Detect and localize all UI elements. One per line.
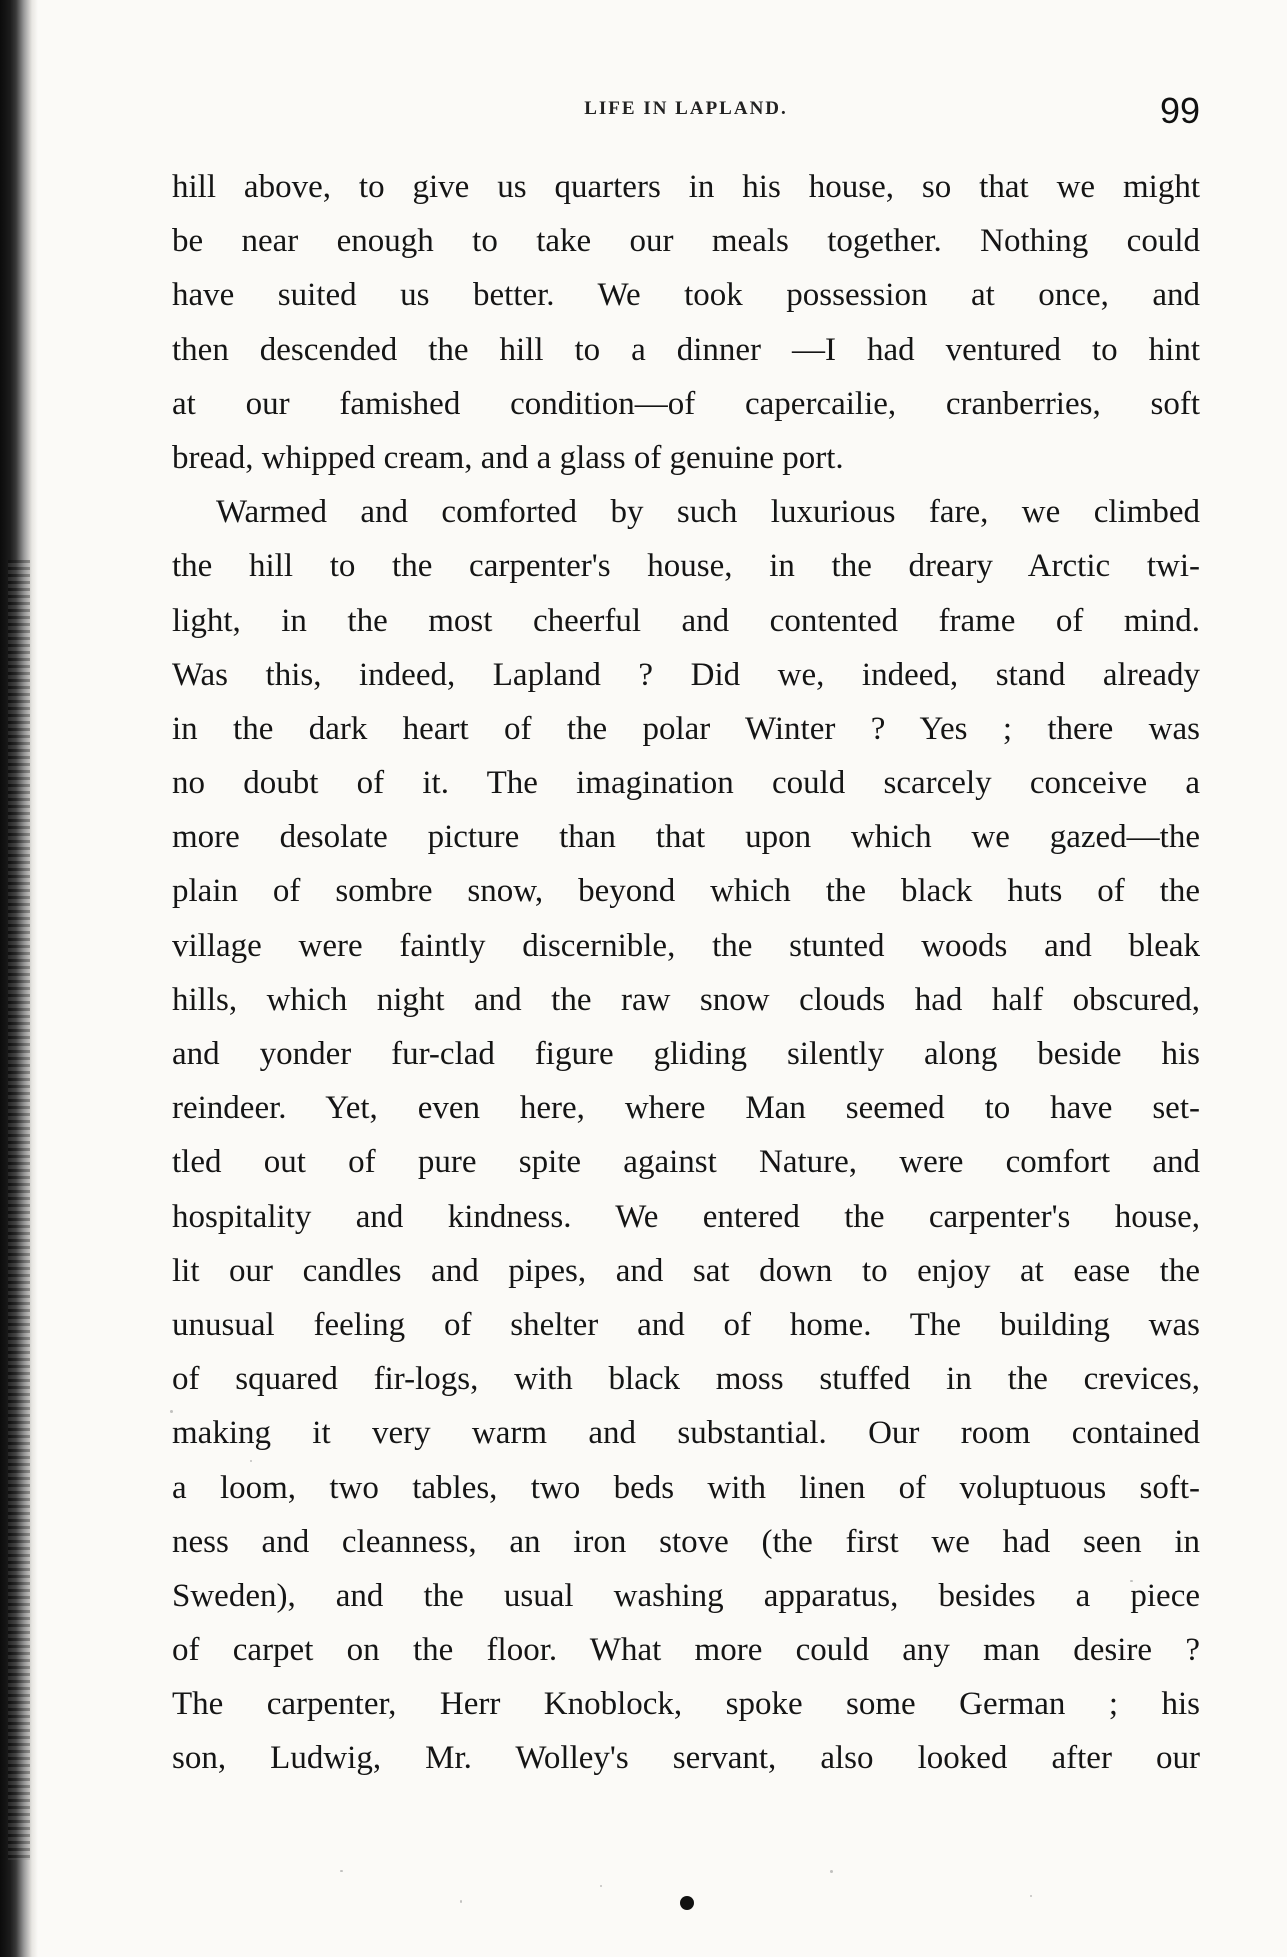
paper-speck — [1130, 1580, 1133, 1582]
text-line: Warmed and comforted by such luxurious fare, we climbed — [216, 494, 1200, 531]
text-line: in the dark heart of the polar Winter ? Yes ; there was — [172, 710, 1200, 747]
text-line: hill above, to give us quarters in his house, so that we might — [172, 169, 1200, 205]
paper-specks — [130, 1400, 1230, 1940]
text-line: the hill to the carpenter's house, in the dreary Arctic twi- — [172, 548, 1200, 585]
text-line: be near enough to take our meals together. Nothing could — [172, 223, 1200, 260]
running-head — [172, 92, 1200, 132]
text-line: of squared fir-logs, with black moss stuffed in the crevices, — [172, 1361, 1200, 1398]
binding-shadow — [8, 560, 30, 1860]
text-line: tled out of pure spite against Nature, were comfort and — [172, 1144, 1200, 1181]
text-line: of carpet on the floor. What more could any man desire ? — [172, 1632, 1200, 1669]
paper-speck — [600, 1885, 602, 1887]
paper-speck — [830, 1870, 833, 1873]
page-number: 99 — [1159, 90, 1200, 131]
text-line: then descended the hill to a dinner —I had ventured to hint — [172, 331, 1200, 368]
text-line: ness and cleanness, an iron stove (the first we had seen in — [172, 1523, 1200, 1560]
text-line: village were faintly discernible, the stunted woods and bleak — [172, 927, 1200, 964]
text-line: light, in the most cheerful and contented frame of mind. — [172, 602, 1200, 639]
text-line: have suited us better. We took possession at once, and — [172, 277, 1200, 314]
text-line: no doubt of it. The imagination could scarcely conceive a — [172, 765, 1200, 802]
text-line: more desolate picture than that upon which we gazed—the — [172, 819, 1200, 856]
text-line: hills, which night and the raw snow clouds had half obscured, — [172, 981, 1200, 1018]
paper-speck — [1030, 1895, 1032, 1897]
ink-blot — [680, 1896, 694, 1910]
text-line: a loom, two tables, two beds with linen of voluptuous soft- — [172, 1469, 1200, 1506]
text-line: reindeer. Yet, even here, where Man seemed to have set- — [172, 1090, 1200, 1127]
text-line: Sweden), and the usual washing apparatus, besides a piece — [172, 1577, 1200, 1614]
running-title: LIFE IN LAPLAND. — [584, 98, 788, 119]
text-line: bread, whipped cream, and a glass of genuine port. — [172, 439, 844, 476]
text-line: unusual feeling of shelter and of home. The building was — [172, 1306, 1200, 1343]
text-line: son, Ludwig, Mr. Wolley's servant, also looked after our — [172, 1740, 1200, 1777]
paper-speck — [170, 1410, 173, 1413]
text-line: lit our candles and pipes, and sat down to enjoy at ease the — [172, 1252, 1200, 1289]
text-line: at our famished condition—of capercailie, cranberries, soft — [172, 385, 1200, 422]
text-line: making it very warm and substantial. Our room contained — [172, 1415, 1200, 1452]
text-line: and yonder fur-clad figure gliding silently along beside his — [172, 1036, 1200, 1072]
text-line: hospitality and kindness. We entered the carpenter's house, — [172, 1198, 1200, 1235]
paper-speck — [250, 1460, 252, 1462]
paper-speck — [340, 1870, 343, 1872]
paper-speck — [460, 1900, 462, 1903]
text-line: plain of sombre snow, beyond which the black huts of the — [172, 873, 1200, 910]
text-line: Was this, indeed, Lapland ? Did we, indeed, stand already — [172, 656, 1200, 693]
text-line: The carpenter, Herr Knoblock, spoke some German ; his — [172, 1686, 1200, 1723]
